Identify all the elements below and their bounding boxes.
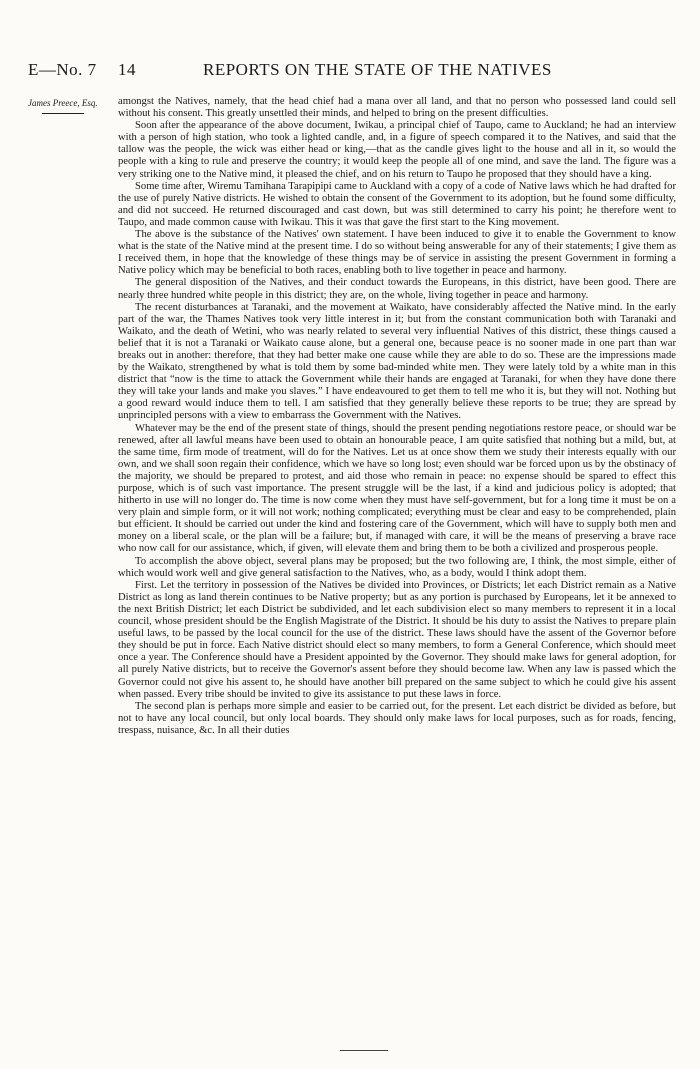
paragraph: Some time after, Wiremu Tamihana Tarapipipi came to Auckland with a copy of a code of Native laws which he had drafted for the use of purely Native districts. He wished to obtain the consent of the Government to its adoption, but he found some difficulty, and did not succeed. He returned discouraged and cast down, but was still determined to carry his point; he therefore went to Taupo, and made common cause with Iwikau. This it was that gave the first start to the King movement. — [118, 180, 676, 228]
paragraph: The second plan is perhaps more simple and easier to be carried out, for the present. Let each district be divided as before, but not to have any local council, but only local boards. They should only make laws for local purposes, such as for roads, fencing, trespass, nuisance, &c. In all their duties — [118, 700, 676, 736]
running-header — [28, 60, 688, 82]
paragraph: First. Let the territory in possession of the Natives be divided into Provinces, or Districts; let each District remain as a Native District as long as land therein continues to be Native property; but as any portion is purchased by Europeans, let it be annexed to the next British District; let each District be subdivided, and let each subdivision elect so many members to represent it in a local council, whose president should be the English Magistrate of the District. It should be his duty to assist the Natives to prepare plain useful laws, to be passed by the local council for the use of the district. These laws should have the assent of the Governor before they should be put in force. Each Native district should elect so many members, to form a General Conference, which should meet once a year. The Conference should have a President appointed by the Governor. They should make laws for general adoption, for all purely Native districts, but to receive the Governor's assent before they should become law. When any law is passed which the Governor could not give his assent to, he should have another bill prepared on the same subject to which he could give his assent when passed. Every tribe should be invited to give its assistance to put these laws in force. — [118, 579, 676, 700]
paragraph: The recent disturbances at Taranaki, and the movement at Waikato, have considerably affected the Native mind. In the early part of the war, the Thames Natives took very little interest in it; but from the constant communication both with Taranaki and Waikato, and the death of Wetini, who was nearly related to several very influential Natives of this district, these things caused a belief that it is not a Taranaki or Waikato cause alone, but a general one, because peace is no sooner made in one part than war breaks out in another: therefore, that they had better make one cause while they are able to do so. These are the impressions made by the Waikato, strengthened by what is told them by some bad-minded white men. They were lately told by a white man in this district that “now is the time to attack the Government while their hands are engaged at Taranaki, for when they have done there they will take your lands and make you slaves.” I have endeavoured to get them to tell me who it is, but they will not. Nothing but a good reward would induce them to tell. I am satisfied that they generally believe these reports to be true; they are spread by unprincipled persons with a view to embarrass the Government with the Natives. — [118, 301, 676, 422]
author-name: James Preece, Esq. — [28, 98, 98, 108]
page-title: REPORTS ON THE STATE OF THE NATIVES — [203, 60, 552, 79]
paragraph: To accomplish the above object, several plans may be proposed; but the two following are, I think, the most simple, either of which would work well and give general satisfaction to the Natives, who, as a body, would I think adopt them. — [118, 555, 676, 579]
margin-note — [28, 98, 106, 114]
footer-divider — [340, 1050, 388, 1051]
paragraph: Whatever may be the end of the present state of things, should the present pending negotiations restore peace, or should war be renewed, after all lawful means have been used to obtain an honourable peace, I am quite satisfied that nothing but a mild, but, at the same time, firm mode of treatment, will do for the Natives. Let us at once show them we study their interests equally with our own, and we shall soon regain their confidence, which we have so long lost; even should war be forced upon us by the obstinacy of the majority, we should be prepared to protest, and aid those who remain in peace: no expense should be spared to effect this purpose, which is of such vast importance. The present struggle will be the last, if a kind and judicious policy is adopted; that hitherto in use will no longer do. The time is now come when they must have self-government, but for a long time it must be on a very plain and simple form, or it will not work; nothing complicated; everything must be clear and easy to be comprehended, plain but efficient. It should be carried out under the kind and fostering care of the Government, which will have to supply both men and money on a liberal scale, or the plan will be a failure; but, if managed with care, it will be the means of preserving a brave race who now call for our assistance, which, if given, will elevate them and bring them to be both a civilized and prosperous people. — [118, 422, 676, 555]
paragraph: The general disposition of the Natives, and their conduct towards the Europeans, in this district, have been good. There are nearly three hundred white people in this district; they are, on the whole, living together in peace and harmony. — [118, 277, 676, 301]
paragraph: The above is the substance of the Natives' own statement. I have been induced to give it to enable the Government to know what is the state of the Native mind at the present time. I do so without being answerable for any of their statements; I give them as I received them, in hope that the knowledge of these things may be of service in assisting the present Government in forming a Native policy which may be beneficial to both races, enabling both to live together in peace and harmony. — [118, 229, 676, 277]
margin-divider — [42, 113, 84, 114]
document-reference: E—No. 7 — [28, 60, 97, 79]
page-number: 14 — [118, 60, 136, 79]
paragraph: Soon after the appearance of the above document, Iwikau, a principal chief of Taupo, came to Auckland; he had an interview with a person of high station, who took a lighted candle, and, in a figure of speech compared it to the Natives, and said that the tallow was the people, the wick was either head or king,—that as the candle gives light to the house and all in it, so would the people with a king to rule and preserve the country; it would keep the people all of one mind, and save the land. The figure was a very striking one to the Native mind, it pleased the chief, and on his return to Taupo he proposed that they should have a king. — [118, 120, 676, 180]
paragraph: amongst the Natives, namely, that the head chief had a mana over all land, and that no person who possessed land could sell without his consent. This greatly unsettled their minds, and helped to bring on the present difficulties. — [118, 96, 676, 120]
body-text — [118, 96, 676, 737]
